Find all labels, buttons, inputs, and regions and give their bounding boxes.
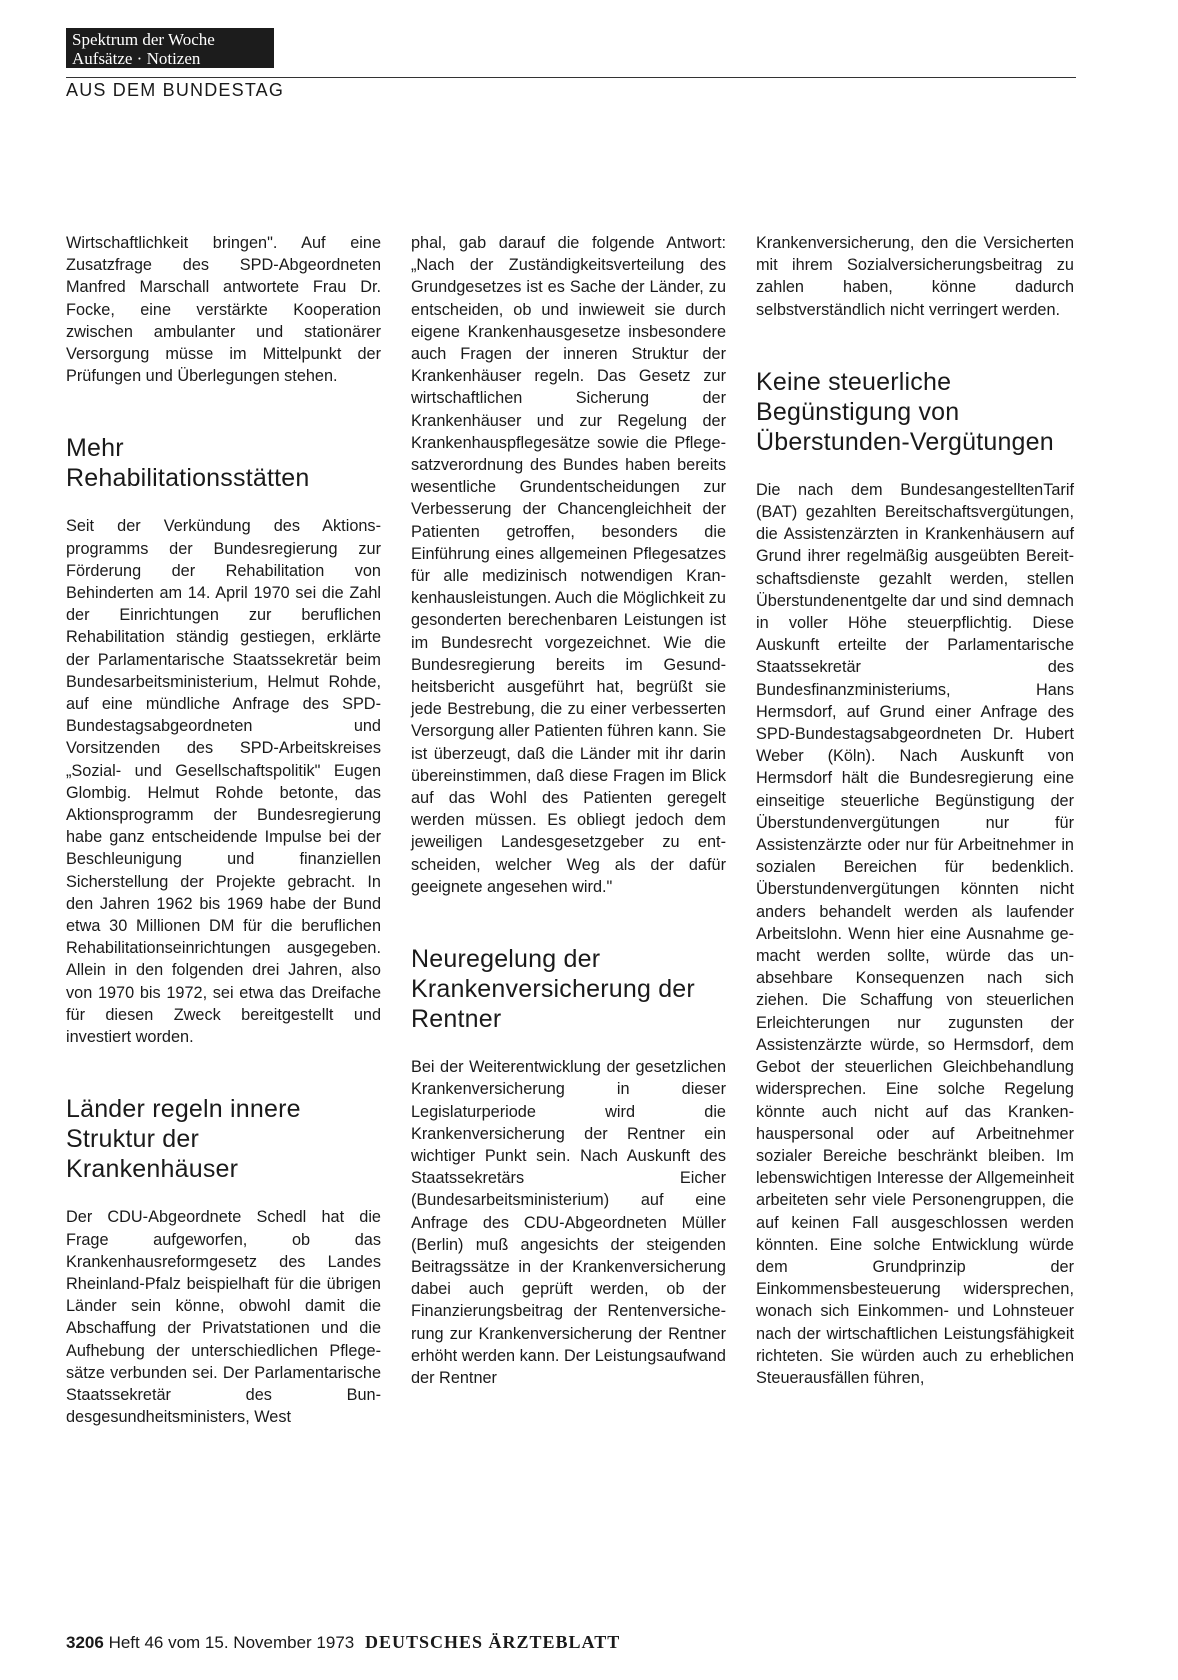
header-line-1: Spektrum der Woche [72, 30, 215, 49]
col2-heading-1: Neuregelung der Krankenversicherung der Rentner [411, 945, 695, 1034]
header-line-2: Aufsätze · Notizen [72, 49, 201, 68]
col1-paragraph-1: Wirtschaftlichkeit bringen". Auf eine Zusatzfrage des SPD-Abgeordneten Manfred Marschall antwortete Frau Dr. Focke, eine verstärkte Kooperation zwischen ambulanter und stationärer Versorgung müsse im Mittelpunkt der Prüfungen und Überlegungen stehen. [66, 234, 381, 386]
page-footer [66, 1632, 620, 1653]
col1-heading-2: Länder regeln innere Struktur der Krankenhäuser [66, 1095, 301, 1184]
col3-paragraph-2: Die nach dem BundesangestelltenTarif (BAT) gezahlten Bereitschaftsvergütungen, die Assistenzärzten in Krankenhäusern auf Grund ihrer regelmäßig ausgeübten Bereitschaftsdienste gezahlt werden, stellen Überstundenentgelte dar und sind demnach in voller Höhe steuerpflichtig. Diese Auskunft erteilte der Parlamentarische Staatssekretär des Bundesfinanzministeriums, Hans Hermsdorf, auf Grund einer Anfrage des SPD-Bundestagsabgeordneten Dr. Hubert Weber (Köln). Nach Auskunft von Hermsdorf hält die Bundesregierung eine einseitige steuerliche Begünstigung der Überstundenvergütungen nur für Assistenzärzte oder nur für Arbeitnehmer in sozialen Bereichen für bedenklich. Überstundenvergütungen könnten nicht anders behandelt werden als laufender Arbeitslohn. Wenn hier eine Ausnahme gemacht werden sollte, würde das unabsehbare Konsequenzen nach sich ziehen. Die Schaffung von steuerlichen Erleichterungen nur zugunsten der Assistenzärzte würde, so Hermsdorf, dem Gebot der steuerlichen Gleichbehandlung widersprechen. Eine solche Regelung könnte auch nicht auf das Krankenhauspersonal oder auf Arbeitnehmer sozialer Bereiche beschränkt bleiben. Im lebenswichtigen Interesse der Allgemeinheit arbeiteten sehr viele Personengruppen, die auf keinen Fall ausgeschlossen werden könnten. Eine solche Entwicklung würde dem Grundprinzip der Einkommensbesteuerung widersprechen, wonach sich Einkommen- und Lohnsteuer nach der wirtschaftlichen Leistungsfähigkeit richteten. Sie würden auch zu erheblichen Steuerausfällen führen, [756, 480, 1074, 1387]
col1-heading-1: Mehr Rehabilitationsstätten [66, 434, 310, 493]
col1-paragraph-2: Seit der Verkündung des Aktionsprogramms der Bundesregierung zur Förderung der Rehabilitation von Behinderten am 14. April 1970 sei die Zahl der Einrichtungen zur beruflichen Rehabilitation ständig gestiegen, erklärte der Parlamentarische Staatssekretär beim Bundesarbeitsministerium, Helmut Rohde, auf eine mündliche Anfrage des SPD-Bundestagsabgeordneten und Vorsitzenden des SPD-Arbeitskreises „Sozial- und Gesellschaftspolitik" Eugen Glombig. Helmut Rohde betonte, das Aktionsprogramm der Bundesregierung habe ganz entscheidende Impulse bei der Beschleunigung und finanziellen Sicherstellung der Projekte gebracht. In den Jahren 1962 bis 1969 habe der Bund etwa 30 Millionen DM für die beruflichen Rehabilitationseinrichtungen ausgegeben. Allein in den folgenden drei Jahren, also von 1970 bis 1972, sei etwa das Dreifache für diesen Zweck bereitgestellt und investiert worden. [66, 517, 381, 1047]
column-3 [756, 232, 1074, 1389]
page-number: 3206 [66, 1633, 104, 1652]
journal-name: DEUTSCHES ÄRZTEBLATT [364, 1632, 621, 1652]
issue-info: Heft 46 vom 15. November 1973 [108, 1633, 355, 1652]
col3-paragraph-1: Krankenversicherung, den die Versicherten mit ihrem Sozialversicherungsbeitrag zu zahlen haben, könne dadurch selbstverständlich nicht verringert werden. [756, 234, 1074, 319]
section-label: AUS DEM BUNDESTAG [66, 80, 285, 100]
column-1 [66, 232, 381, 1428]
header-rule [66, 77, 1076, 78]
column-2 [411, 232, 726, 1389]
col2-paragraph-2: Bei der Weiterentwicklung der gesetzlichen Krankenversicherung in dieser Legislaturperiode wird die Krankenversicherung der Rentner ein wichtiger Punkt sein. Nach Auskunft des Staatssekretärs Eicher (Bundesarbeitsministerium) auf eine Anfrage des CDU-Abgeordneten Müller (Berlin) muß angesichts der steigenden Beitragssätze in der Krankenversicherung dabei auch geprüft werden, ob der Finanzierungsbeitrag der Rentenversicherung zur Krankenversicherung der Rentner erhöht werden kann. Der Leistungsaufwand der Rentner [411, 1058, 726, 1387]
col3-heading-1: Keine steuerliche Begünstigung von Überstunden-Vergütungen [756, 367, 1054, 456]
section-header-box [66, 28, 274, 68]
col2-paragraph-1: phal, gab darauf die folgende Antwort: „Nach der Zuständigkeitsverteilung des Grundgesetzes ist es Sache der Länder, zu entscheiden, ob und inwieweit sie durch eigene Krankenhausgesetze insbesondere auch Fragen der inneren Struktur der Krankenhäuser regeln. Das Gesetz zur wirtschaftlichen Sicherung der Krankenhäuser und zur Regelung der Krankenhauspflegesätze sowie die Pflegesatzverordnung des Bundes haben bereits wesentliche Grundentscheidungen zur Verbesserung der Chancengleichheit der Patienten getroffen, besonders die Einführung eines allgemeinen Pflegesatzes für alle medizinisch notwendigen Krankenhausleistungen. Auch die Möglichkeit zu gesonderten berechenbaren Leistungen ist im Bundesrecht vorgezeichnet. Wie die Bundesregierung bereits im Gesundheitsbericht ausgeführt hat, begrüßt sie jede Bestrebung, die zu einer verbesserten Versorgung aller Patienten führen kann. Sie ist überzeugt, daß die Länder mit ihr darin übereinstimmen, daß diese Fragen im Blick auf das Wohl des Patienten geregelt werden müssen. Es obliegt jedoch dem jeweiligen Landesgesetzgeber zu entscheiden, welcher Weg als der dafür geeignete angesehen wird." [411, 234, 726, 896]
col1-paragraph-3: Der CDU-Abgeordnete Schedl hat die Frage aufgeworfen, ob das Krankenhausreformgesetz des Landes Rheinland-Pfalz beispielhaft für die übrigen Länder sein könne, obwohl damit die Abschaffung der Privatstationen und die Aufhebung der unterschiedlichen Pflegesätze verbunden sei. Der Parlamentarische Staatssekretär des Bundesgesundheitsministers, West [66, 1208, 381, 1427]
